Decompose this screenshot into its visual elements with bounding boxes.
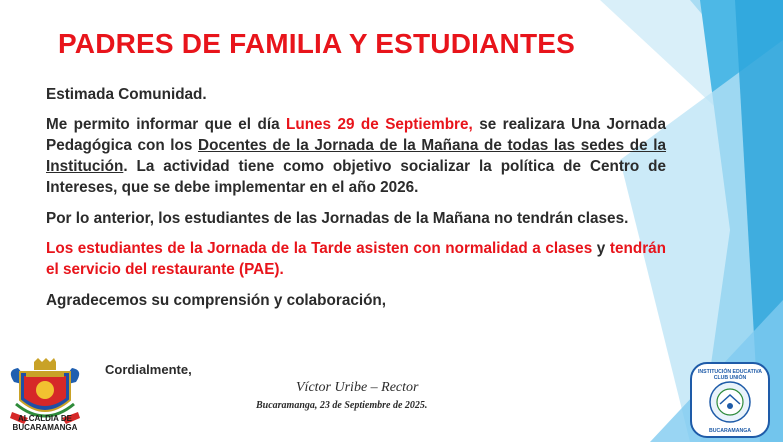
logo-right-text-bottom: BUCARAMANGA [708, 428, 752, 434]
paragraph-afternoon-shift [46, 238, 666, 280]
paragraph-no-classes: Por lo anterior, los estudiantes de las Jornadas de la Mañana no tendrán clases. [46, 209, 629, 227]
paragraph-announcement [46, 114, 666, 198]
restaurant-service-text: tendrán el servicio del restaurante (PAE). [46, 240, 666, 278]
announcement-body [46, 84, 666, 320]
paragraph1-part1: Me permito informar que el día [46, 116, 287, 133]
greeting: Estimada Comunidad. [46, 86, 207, 103]
paragraph1-part2: se realizara Una Jornada Pedagógica con los [46, 116, 666, 154]
paragraph1-part3: . La actividad tiene como objetivo socializar la política de Centro de Intereses, que se debe implementar en el año 2026. [46, 158, 666, 196]
logo-right-text-top2: CLUB UNIÓN [713, 375, 747, 381]
paragraph-thanks: Agradecemos su comprensión y colaboración, [46, 291, 387, 309]
logo-right-text-top1: INSTITUCIÓN EDUCATIVA [697, 369, 763, 375]
afternoon-shift-red-text: Los estudiantes de la Jornada de la Tarde asisten con normalidad a clases [46, 240, 593, 257]
event-date: Lunes 29 de Septiembre, [286, 116, 473, 133]
logo-left-caption-line2: BUCARAMANGA [12, 423, 78, 432]
signature: Víctor Uribe – Rector [296, 380, 419, 395]
logo-left-caption [0, 414, 90, 432]
afternoon-connector: y [592, 240, 610, 257]
page-title: PADRES DE FAMILIA Y ESTUDIANTES [58, 28, 576, 59]
crown-icon [34, 362, 56, 370]
institution-shield-icon [690, 362, 770, 438]
logo-left-caption-line1: ALCALDIA DE [18, 414, 72, 423]
closing: Cordialmente, [105, 362, 192, 377]
place-date: Bucaramanga, 23 de Septiembre de 2025. [256, 400, 428, 411]
docentes-underlined: Docentes de la Jornada de la Mañana de todas las sedes de la Institución [46, 137, 667, 175]
